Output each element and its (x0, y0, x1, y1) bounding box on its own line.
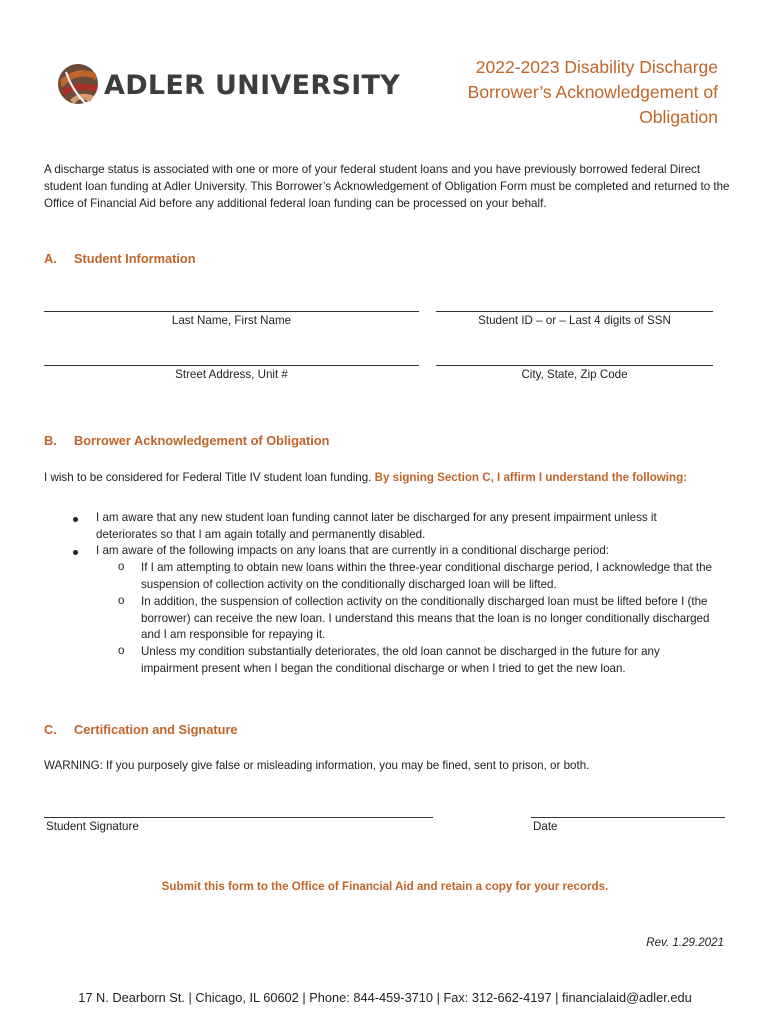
name-field-label: Last Name, First Name (171, 314, 292, 327)
intro-paragraph: A discharge status is associated with one or more of your federal student loans and you have previously borrowed federal Direct student loan funding at Adler University. This Borrower’s Acknowledgement of Obligation Form must be completed and returned to the Office of Financial Aid before any additional federal loan funding can be processed on your behalf. (44, 163, 730, 210)
section-b-title: Borrower Acknowledgement of Obligation (74, 433, 330, 448)
address-field-line[interactable] (44, 365, 419, 366)
sub-bullet-item-3: Unless my condition substantially deteriorates, the old loan cannot be discharged in the future for any impairment present when I began the conditional discharge or when I tried to get the new loan. (141, 645, 660, 675)
bullet-dot (73, 517, 78, 522)
section-b-letter: B. (44, 433, 57, 448)
footer-contact: 17 N. Dearborn St. | Chicago, IL 60602 | Phone: 844-459-3710 | Fax: 312-662-4197 | financialaid@adler.edu (78, 990, 692, 1005)
signature-field-label: Student Signature (46, 820, 139, 833)
student-id-field-label: Student ID – or – Last 4 digits of SSN (478, 314, 671, 327)
sub-bullet-marker: o (118, 594, 125, 607)
section-b-lead-emphasis: By signing Section C, I affirm I understand the following: (374, 471, 688, 484)
bullet-dot (73, 550, 78, 555)
signature-field-line[interactable] (44, 817, 433, 818)
bullet-item-2: I am aware of the following impacts on any loans that are currently in a conditional discharge period: (96, 544, 609, 557)
logo-wordmark: ADLER UNIVERSITY (104, 70, 401, 101)
section-a-letter: A. (44, 251, 57, 266)
logo-emblem-icon (56, 60, 100, 108)
sub-bullet-marker: o (118, 560, 125, 573)
sub-bullet-marker: o (118, 644, 125, 657)
date-field-label: Date (533, 820, 558, 833)
section-b-lead-text: I wish to be considered for Federal Title IV student loan funding. (44, 471, 372, 484)
title-line-1: 2022-2023 Disability Discharge (475, 57, 718, 77)
section-c-title: Certification and Signature (74, 722, 238, 737)
title-line-2: Borrower’s Acknowledgement of (467, 82, 718, 102)
university-logo (56, 60, 401, 108)
title-line-3: Obligation (639, 107, 718, 127)
section-a-heading (44, 251, 196, 266)
name-field-line[interactable] (44, 311, 419, 312)
warning-text: WARNING: If you purposely give false or misleading information, you may be fined, sent to prison, or both. (44, 759, 590, 772)
section-b-heading (44, 433, 329, 448)
section-b-lead (44, 471, 687, 484)
section-c-heading (44, 722, 238, 737)
sub-bullet-item-2: In addition, the suspension of collection activity on the conditionally discharged loan must be lifted before I (the borrower) can receive the new loan. I understand this means that the loan is no longer conditionally discharged and I am responsible for repaying it. (141, 595, 710, 641)
city-field-line[interactable] (436, 365, 713, 366)
revision-date: Rev. 1.29.2021 (646, 936, 724, 949)
section-a-title: Student Information (74, 251, 196, 266)
form-title (398, 55, 718, 130)
address-field-label: Street Address, Unit # (175, 368, 288, 381)
submit-instructions: Submit this form to the Office of Financial Aid and retain a copy for your records. (161, 880, 609, 893)
city-field-label: City, State, Zip Code (521, 368, 628, 381)
sub-bullet-item-1: If I am attempting to obtain new loans within the three-year conditional discharge period, I acknowledge that the suspension of collection activity on the conditionally discharged loan will be lifted. (141, 561, 713, 591)
section-c-letter: C. (44, 722, 57, 737)
date-field-line[interactable] (531, 817, 725, 818)
student-id-field-line[interactable] (436, 311, 713, 312)
bullet-item-1: I am aware that any new student loan funding cannot later be discharged for any present impairment unless it deteriorates so that I am again totally and permanently disabled. (96, 511, 657, 541)
